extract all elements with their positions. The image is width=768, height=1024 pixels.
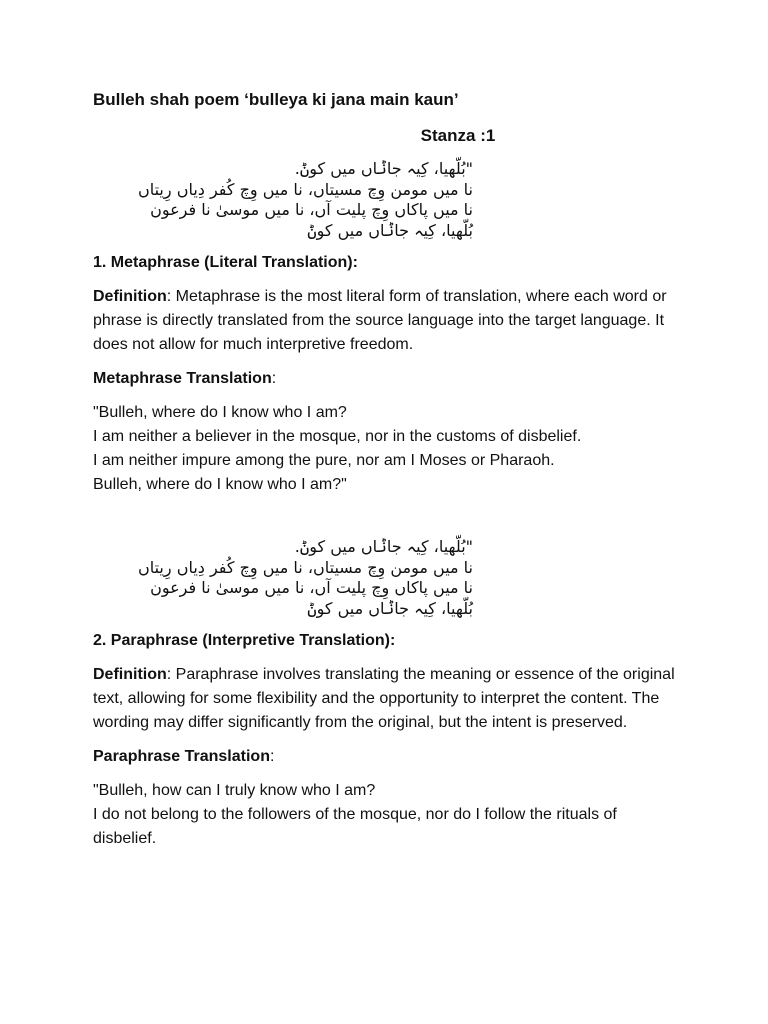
translation-line: "Bulleh, where do I know who I am?: [93, 404, 347, 421]
definition-label: Definition: [93, 666, 167, 683]
urdu-line: نا میں پاکاں وِچ پلیت آں، نا میں موسیٰ نا فرعون: [150, 200, 473, 219]
urdu-line: "بُلّھیا، کِیہ جاݨاں میں کوݨ.: [294, 159, 473, 178]
urdu-line: نا میں مومن وِچ مسیتاں، نا میں وِچ کُفر دِیاں رِیتاں: [137, 179, 473, 199]
paraphrase-translation-label: [93, 745, 683, 769]
stanza-heading: Stanza :1: [420, 126, 496, 145]
document-page: [93, 88, 683, 861]
urdu-line: "بُلّھیا، کِیہ جاݨاں میں کوݨ.: [294, 537, 473, 556]
translation-label: Paraphrase Translation: [93, 748, 270, 765]
document-title: Bulleh shah poem ‘bulleya ki jana main kaun’: [93, 90, 459, 109]
translation-line: I do not belong to the followers of the mosque, nor do I follow the rituals of disbelief.: [93, 806, 617, 847]
urdu-line: بُلّھیا، کِیہ جاݨاں میں کوݨ: [307, 220, 473, 240]
urdu-line: نا میں پاکاں وِچ پلیت آں، نا میں موسیٰ نا فرعون: [150, 578, 473, 597]
urdu-stanza-2: [93, 537, 683, 619]
translation-label: Metaphrase Translation: [93, 370, 272, 387]
translation-label-colon: :: [271, 370, 277, 387]
blank-space: [93, 507, 683, 537]
definition-label: Definition: [93, 288, 167, 305]
paraphrase-translation: [93, 779, 683, 851]
definition-text: : Paraphrase involves translating the meaning or essence of the original text, allowing for some flexibility and the opportunity to interpret the content. The wording may differ significantly from the original, but the intent is preserved.: [93, 666, 675, 731]
metaphrase-heading: 1. Metaphrase (Literal Translation):: [93, 254, 358, 271]
metaphrase-definition: [93, 285, 683, 357]
urdu-stanza-1: [93, 159, 683, 241]
metaphrase-translation-label: [93, 367, 683, 391]
metaphrase-translation: [93, 401, 683, 497]
translation-line: I am neither a believer in the mosque, nor in the customs of disbelief.: [93, 428, 582, 445]
translation-line: "Bulleh, how can I truly know who I am?: [93, 782, 376, 799]
paraphrase-heading: 2. Paraphrase (Interpretive Translation):: [93, 632, 396, 649]
urdu-line: نا میں مومن وِچ مسیتاں، نا میں وِچ کُفر دِیاں رِیتاں: [137, 557, 473, 577]
translation-line: I am neither impure among the pure, nor am I Moses or Pharaoh.: [93, 452, 555, 469]
definition-text: : Metaphrase is the most literal form of translation, where each word or phrase is directly translated from the source language into the target language. It does not allow for much interpretive freedom.: [93, 288, 667, 353]
urdu-line: بُلّھیا، کِیہ جاݨاں میں کوݨ: [307, 598, 473, 618]
paraphrase-definition: [93, 663, 683, 735]
translation-line: Bulleh, where do I know who I am?": [93, 476, 347, 493]
translation-label-colon: :: [269, 748, 275, 765]
